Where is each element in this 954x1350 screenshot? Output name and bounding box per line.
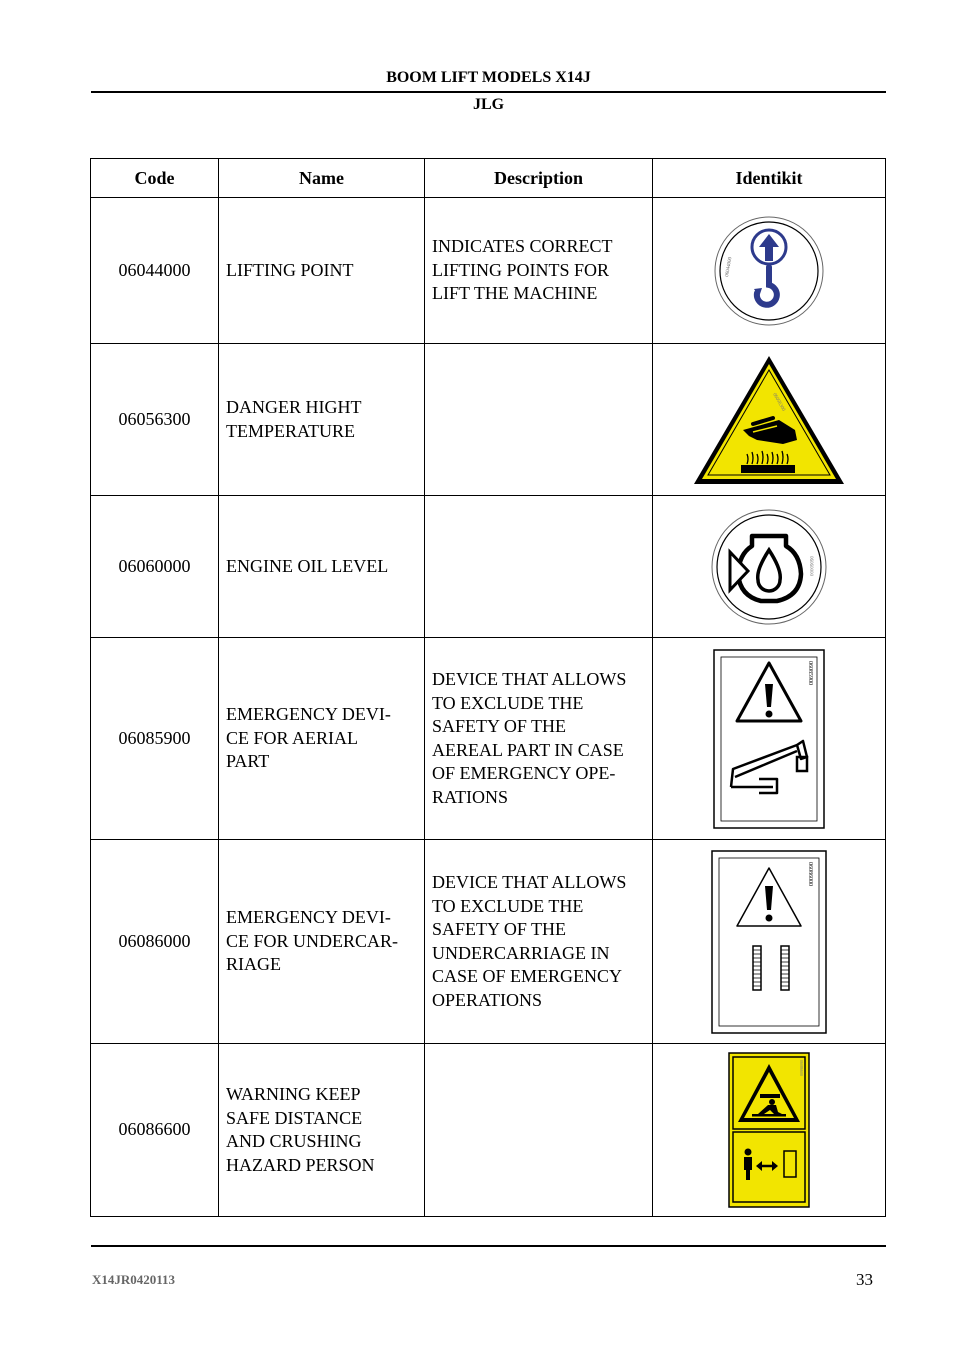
hot-surface-warning-icon xyxy=(691,352,847,488)
code-cell: 06044000 xyxy=(91,198,219,344)
name-cell: EMERGENCY DEVI- CE FOR AERIAL PART xyxy=(219,638,425,840)
table-row xyxy=(91,638,886,840)
table-row xyxy=(91,840,886,1044)
lifting-point-decal-icon xyxy=(713,215,825,327)
description-cell xyxy=(425,1044,653,1217)
table-row xyxy=(91,1044,886,1217)
table-header-row xyxy=(91,159,886,198)
name-cell: EMERGENCY DEVI- CE FOR UNDERCAR- RIAGE xyxy=(219,840,425,1044)
decal-code-label: 06086600 xyxy=(799,1060,804,1076)
table-row xyxy=(91,198,886,344)
identikit-cell xyxy=(653,840,886,1044)
code-cell: 06086000 xyxy=(91,840,219,1044)
page-number: 33 xyxy=(856,1270,873,1289)
code-cell: 06060000 xyxy=(91,496,219,638)
description-cell: INDICATES CORRECT LIFTING POINTS FOR LIFT THE MACHINE xyxy=(425,198,653,344)
description-cell xyxy=(425,496,653,638)
name-cell: LIFTING POINT xyxy=(219,198,425,344)
code-cell: 06085900 xyxy=(91,638,219,840)
description-cell: DEVICE THAT ALLOWS TO EXCLUDE THE SAFETY OF THE UNDERCARRIAGE IN CASE OF EMERGENCY OPERATIONS xyxy=(425,840,653,1044)
description-cell: DEVICE THAT ALLOWS TO EXCLUDE THE SAFETY OF THE AEREAL PART IN CASE OF EMERGENCY OPE- RATIONS xyxy=(425,638,653,840)
header-rule xyxy=(91,91,886,93)
code-cell: 06056300 xyxy=(91,344,219,496)
decal-code-label: 06044000 xyxy=(725,256,734,277)
description-cell xyxy=(425,344,653,496)
document-code: X14JR0420113 xyxy=(92,1272,176,1287)
name-cell: WARNING KEEP SAFE DISTANCE AND CRUSHING HAZARD PERSON xyxy=(219,1044,425,1217)
engine-oil-level-icon xyxy=(710,508,828,626)
identikit-cell xyxy=(653,496,886,638)
column-header-code: Code xyxy=(91,159,219,198)
decal-code-label: 06085900 xyxy=(807,660,813,685)
code-cell: 06086600 xyxy=(91,1044,219,1217)
document-brand: JLG xyxy=(472,96,505,113)
table-row xyxy=(91,344,886,496)
crushing-hazard-decal-icon xyxy=(728,1052,810,1208)
decal-code-label: 06086000 xyxy=(807,861,813,886)
column-header-name: Name xyxy=(219,159,425,198)
decal-code-label: 06056300 xyxy=(771,392,786,412)
emergency-undercarriage-decal-icon xyxy=(711,850,827,1034)
column-header-description: Description xyxy=(425,159,653,198)
table-row xyxy=(91,496,886,638)
column-header-identikit: Identikit xyxy=(653,159,886,198)
emergency-aerial-decal-icon xyxy=(713,649,825,829)
name-cell: DANGER HIGHT TEMPERATURE xyxy=(219,344,425,496)
footer-rule xyxy=(91,1245,886,1247)
decals-table xyxy=(90,158,886,1217)
name-cell: ENGINE OIL LEVEL xyxy=(219,496,425,638)
identikit-cell xyxy=(653,198,886,344)
identikit-cell xyxy=(653,1044,886,1217)
identikit-cell xyxy=(653,344,886,496)
identikit-cell xyxy=(653,638,886,840)
decal-code-label: 06060000 xyxy=(808,555,813,576)
document-title: BOOM LIFT MODELS X14J xyxy=(386,69,591,86)
